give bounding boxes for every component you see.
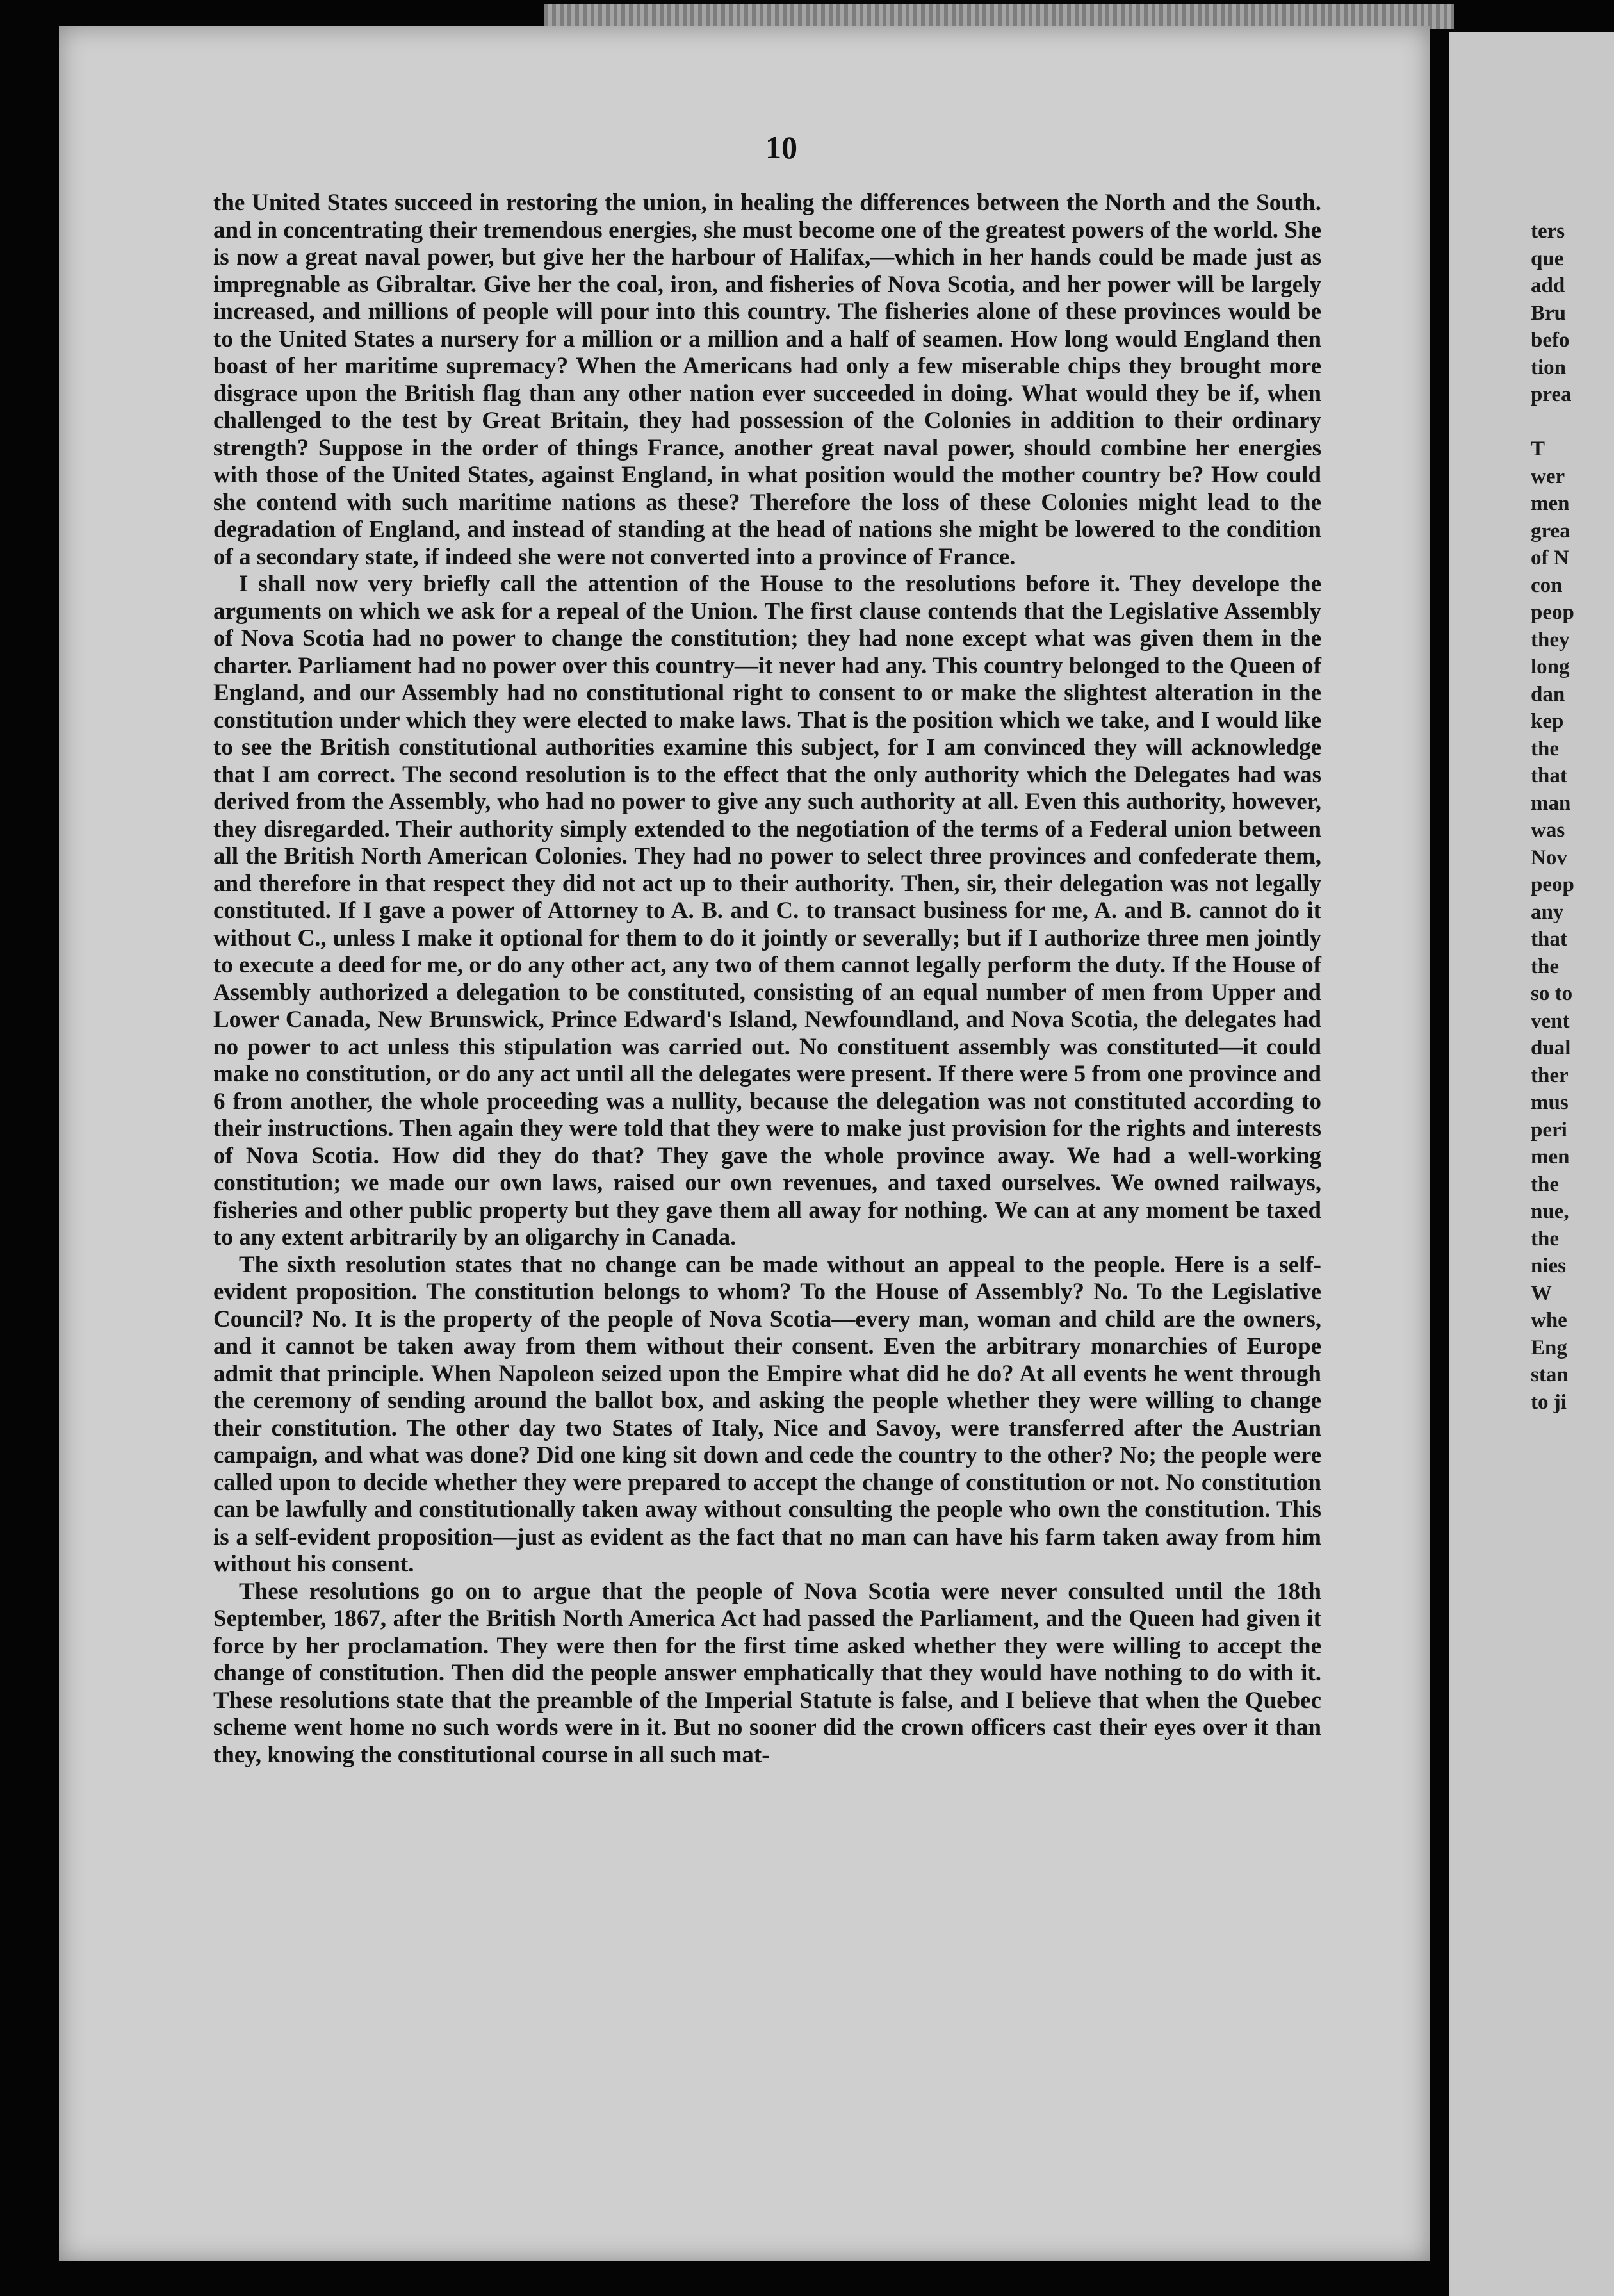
facing-page-line: dual	[1531, 1037, 1571, 1060]
facing-page-line: of N	[1531, 546, 1569, 570]
facing-page-line: dan	[1531, 682, 1565, 706]
facing-page-line: T	[1531, 438, 1545, 461]
facing-page-line: tion	[1531, 356, 1567, 379]
facing-page-line: Bru	[1531, 301, 1567, 325]
facing-page-line: prea	[1531, 383, 1572, 406]
facing-page-line: so to	[1531, 982, 1573, 1005]
facing-page-line: nies	[1531, 1254, 1567, 1277]
facing-page-line: was	[1531, 819, 1565, 842]
paragraph-3: The sixth resolution states that no change can be made without an appeal to the people. Here is a self-evident proposition. The constitution belongs to whom? To the House of Assembly? No. To the Legislative Council? No. It is the property of the people of Nova Scotia—every man, woman and child are the owners, and it cannot be taken away from them without their consent. Even the arbitrary monarchies of Europe admit that principle. When Napoleon seized upon the Empire what did he do? At all events he went through the ceremony of sending around the ballot box, and asking the people whether they were willing to change their constitution. The other day two States of Italy, Nice and Savoy, were transferred after the Austrian campaign, and what was done? Did one king sit down and cede the country to the other? No; the people were called upon to decide whether they were prepared to accept the change of constitution or not. No constitution can be lawfully and constitutionally taken away without consulting the people who own the constitution. This is a self-evident proposition—just as evident as the fact that no man can have his farm taken away from him without his consent.	[213, 1251, 1321, 1577]
facing-page-line: to ji	[1531, 1390, 1567, 1414]
page-body	[213, 190, 1321, 1769]
facing-page-line: con	[1531, 573, 1563, 597]
facing-page-line	[1531, 409, 1614, 436]
facing-page-line: they	[1531, 628, 1570, 652]
paragraph-1: the United States succeed in restoring the union, in healing the differences between the North and the South. and in concentrating their tremendous energies, she must become one of the greatest powers of the world. She is now a great naval power, but give her the harbour of Halifax,—which in her hands could be made just as impregnable as Gibraltar. Give her the coal, iron, and fisheries of Nova Scotia, and her power will be largely increased, and millions of people will pour into this country. The fisheries alone of these provinces would be to the United States a nursery for a million or a million and a half of seamen. How long would England then boast of her maritime supremacy? When the Americans had only a few miserable chips they brought more disgrace upon the British flag than any other nation ever succeeded in doing. What would they be if, when challenged to the test by Great Britain, they had possession of the Colonies in addition to their ordinary strength? Suppose in the order of things France, another great naval power, should combine her energies with those of the United States, against England, in what position would the mother country be? How could she contend with such maritime nations as these? Therefore the loss of these Colonies might lead to the degradation of England, and instead of standing at the head of nations she might be lowered to the condition of a secondary state, if indeed she were not converted into a province of France.	[213, 190, 1321, 570]
facing-page-line: the	[1531, 737, 1559, 760]
page-number: 10	[765, 129, 797, 165]
facing-page-line: the	[1531, 955, 1559, 978]
facing-page-line: ther	[1531, 1063, 1569, 1087]
facing-page-line: that	[1531, 928, 1567, 951]
facing-page-line: men	[1531, 492, 1570, 515]
facing-page-text	[1531, 218, 1614, 1416]
facing-page-line: Nov	[1531, 846, 1567, 869]
facing-page-line: men	[1531, 1145, 1570, 1168]
facing-page-line: long	[1531, 655, 1570, 678]
facing-page-line: vent	[1531, 1009, 1570, 1033]
facing-page-line: mus	[1531, 1091, 1569, 1114]
facing-page-line: that	[1531, 764, 1567, 787]
facing-page-line: befo	[1531, 329, 1570, 352]
facing-page-line: Eng	[1531, 1336, 1567, 1359]
facing-page-line: add	[1531, 274, 1565, 297]
facing-page-line: que	[1531, 247, 1564, 270]
facing-page-line: any	[1531, 900, 1564, 924]
facing-page-line: the	[1531, 1227, 1559, 1250]
facing-page-line: peri	[1531, 1118, 1567, 1142]
facing-page-line: nue,	[1531, 1200, 1569, 1223]
facing-page-line: ters	[1531, 220, 1565, 243]
facing-page-line: wer	[1531, 464, 1565, 488]
facing-page-line: stan	[1531, 1363, 1569, 1386]
facing-page-line: peop	[1531, 601, 1574, 624]
facing-page-line: grea	[1531, 519, 1570, 543]
facing-page-line: man	[1531, 791, 1571, 815]
facing-page-line: W	[1531, 1281, 1552, 1305]
facing-page-line: the	[1531, 1172, 1559, 1196]
paragraph-4: These resolutions go on to argue that the people of Nova Scotia were never consulted until the 18th September, 1867, after the British North America Act had passed the Parliament, and the Queen had given it force by her proclamation. They were then for the first time asked whether they were willing to accept the change of constitution. Then did the people answer emphatically that they would have nothing to do with it. These resolutions state that the preamble of the Imperial Statute is false, and I believe that when the Quebec scheme went home no such words were in it. But no sooner did the crown officers cast their eyes over it than they, knowing the constitutional course in all such mat-	[213, 1578, 1321, 1768]
facing-page-line: peop	[1531, 873, 1574, 896]
paragraph-2: I shall now very briefly call the attention of the House to the resolutions before it. They develope the arguments on which we ask for a repeal of the Union. The first clause contends that the Legislative Assembly of Nova Scotia had no power to change the constitution; they had none except what was given them in the charter. Parliament had no power over this country—it never had any. This country belonged to the Queen of England, and our Assembly had no constitutional right to consent to or make the slightest alteration in the constitution under which they were elected to make laws. That is the position which we take, and I would like to see the British constitutional authorities examine this subject, for I am convinced they will acknowledge that I am correct. The second resolution is to the effect that the only authority which the Delegates had was derived from the Assembly, who had no power to give any such authority at all. Even this authority, however, they disregarded. Their authority simply extended to the negotiation of the terms of a Federal union between all the British North American Colonies. They had no power to select three provinces and confederate them, and therefore in that respect they did not act up to their authority. Then, sir, their delegation was not legally constituted. If I gave a power of Attorney to A. B. and C. to transact business for me, A. and B. cannot do it without C., unless I make it optional for them to do it jointly or severally; but if I authorize three men jointly to execute a deed for me, or do any other act, any two of them cannot legally perform the duty. If the House of Assembly authorized a delegation to be constituted, consisting of an equal number of men from Upper and Lower Canada, New Brunswick, Prince Edward's Island, Newfoundland, and Nova Scotia, the delegates had no power to act unless this stipulation was carried out. No constituent assembly was constituted—it could make no constitution, or do any act until all the delegates were present. If there were 5 from one province and 6 from another, the whole proceeding was a nullity, because the delegation was not constituted according to their instructions. Then again they were told that they were to make just provision for the rights and interests of Nova Scotia. How did they do that? They gave the whole province away. We had a well-working constitution; we made our own laws, raised our own revenues, and taxed ourselves. We owned railways, fisheries and other public property but they gave them all away for nothing. We can at any moment be taxed to any extent arbitrarily by an oligarchy in Canada.	[213, 571, 1321, 1250]
facing-page-line: whe	[1531, 1309, 1567, 1332]
facing-page-line: kep	[1531, 710, 1564, 733]
